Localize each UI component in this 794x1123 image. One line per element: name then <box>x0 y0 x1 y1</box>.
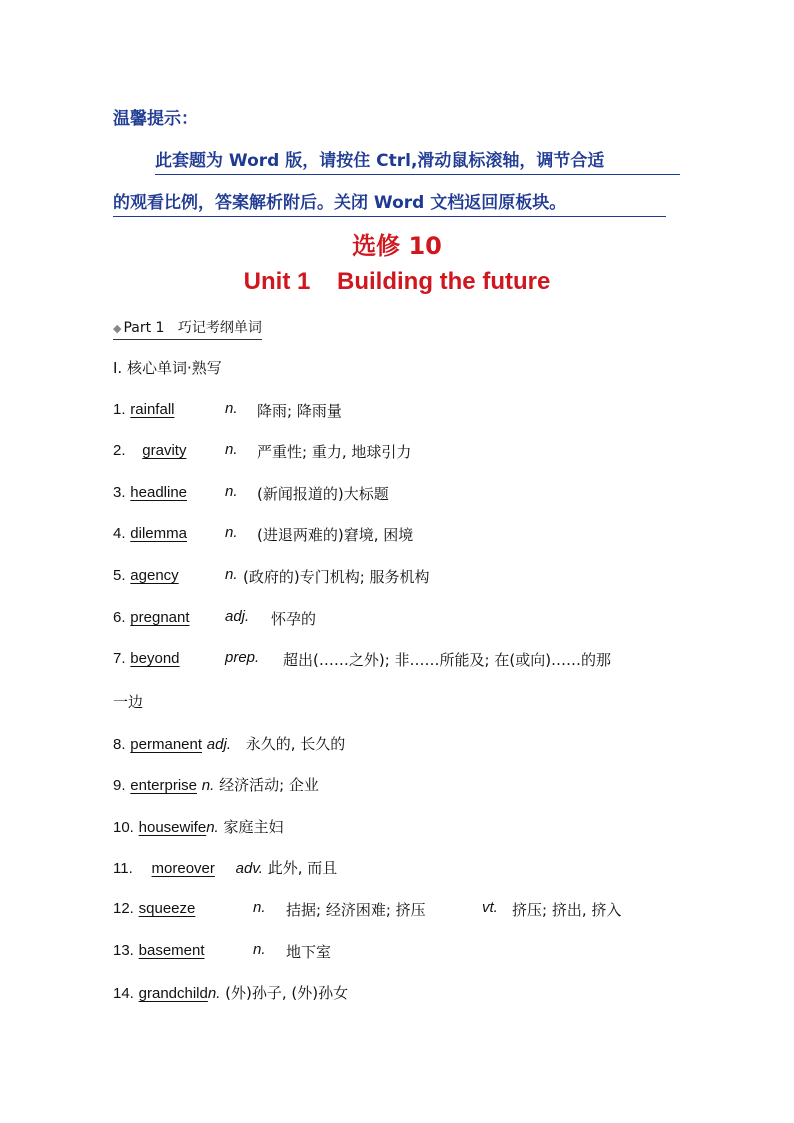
vocab-num: 11. <box>113 860 133 877</box>
vocab-meaning: (进退两难的)窘境, 困境 <box>257 526 414 544</box>
vocab-num: 3. <box>113 484 126 501</box>
vocab-word: squeeze <box>138 900 196 917</box>
vocab-num: 5. <box>113 567 126 584</box>
vocab-word: dilemma <box>130 525 187 542</box>
vocab-num: 12. <box>113 900 134 917</box>
vocab-word: agency <box>130 567 179 584</box>
vocab-word: enterprise <box>130 777 197 794</box>
vocab-word: gravity <box>142 442 187 459</box>
vocab-meaning: (新闻报道的)大标题 <box>257 485 389 503</box>
vocab-row-3 <box>113 483 389 503</box>
vocab-row-1 <box>113 400 342 420</box>
vocab-word: moreover <box>151 860 215 877</box>
vocab-pos: n. <box>253 941 266 958</box>
vocab-pos: n. <box>225 566 238 583</box>
vocab-num: 9. <box>113 777 126 794</box>
vocab-pos: n. <box>201 777 215 794</box>
vocab-row-9 <box>113 774 319 795</box>
vocab-row-4 <box>113 524 414 544</box>
vocab-meaning: (外)孙子, (外)孙女 <box>225 984 349 1002</box>
vocab-meaning: 超出(……之外); 非……所能及; 在(或向)……的那 <box>283 651 612 669</box>
vocab-row-11 <box>113 857 337 878</box>
vocab-row-12 <box>113 899 622 919</box>
vocab-word: grandchild <box>138 985 208 1002</box>
vocab-pos: adj. <box>206 736 231 753</box>
unit-title <box>0 268 794 296</box>
vocab-row-6 <box>113 608 317 628</box>
vocab-row-5 <box>113 566 430 586</box>
vocab-meaning: 怀孕的 <box>271 610 317 628</box>
tip-line-2: 的观看比例，答案解析附后。关闭 Word 文档返回原板块。 <box>113 188 666 217</box>
vocab-meaning: 此外, 而且 <box>267 859 338 877</box>
vocab-num: 2. <box>113 442 126 459</box>
vocab-row-7-cont: 一边 <box>113 693 144 711</box>
vocab-meaning: 家庭主妇 <box>223 818 284 836</box>
vocab-num: 14. <box>113 985 134 1002</box>
vocab-num: 1. <box>113 401 126 418</box>
vocab-row-7 <box>113 649 612 669</box>
vocab-row-13 <box>113 941 332 961</box>
vocab-num: 8. <box>113 736 126 753</box>
vocab-word: headline <box>130 484 188 501</box>
vocab-row-2 <box>113 441 412 461</box>
vocab-pos: adv. <box>235 860 263 877</box>
vocab-meaning-2: 挤压; 挤出, 挤入 <box>512 901 622 919</box>
vocab-pos: adj. <box>225 608 250 625</box>
vocab-meaning: 拮据; 经济困难; 挤压 <box>286 901 426 919</box>
vocab-num: 7. <box>113 650 126 667</box>
vocab-row-14 <box>113 982 348 1003</box>
vocab-meaning: 地下室 <box>286 943 332 961</box>
vocab-pos: n. <box>225 441 238 458</box>
tip-line-1: 此套题为 Word 版，请按住 Ctrl,滑动鼠标滚轴，调节合适 <box>155 146 680 175</box>
tip-heading: 温馨提示： <box>113 109 198 129</box>
vocab-meaning: 经济活动; 企业 <box>219 776 319 794</box>
vocab-meaning: 降雨; 降雨量 <box>257 402 342 420</box>
vocab-word: pregnant <box>130 609 190 626</box>
vocab-word: rainfall <box>130 401 175 418</box>
vocab-pos-2: vt. <box>482 899 498 916</box>
vocab-pos: n. <box>225 483 238 500</box>
vocab-pos: prep. <box>225 649 260 666</box>
part-label <box>113 317 262 340</box>
vocab-pos: n. <box>253 899 266 916</box>
unit-title-text: Unit 1 Building the future <box>243 268 551 295</box>
vocab-meaning: 永久的, 长久的 <box>245 735 346 753</box>
vocab-num: 6. <box>113 609 126 626</box>
vocab-num: 13. <box>113 942 134 959</box>
vocab-pos: n. <box>225 524 238 541</box>
vocab-num: 10. <box>113 819 134 836</box>
vocab-pos: n. <box>207 985 221 1002</box>
vocab-word: basement <box>138 942 205 959</box>
vocab-pos: n. <box>206 819 219 836</box>
vocab-num: 4. <box>113 525 126 542</box>
vocab-meaning: 严重性; 重力, 地球引力 <box>257 443 412 461</box>
section-heading: Ⅰ. 核心单词·熟写 <box>113 359 222 377</box>
vocab-row-8 <box>113 733 345 754</box>
vocab-word: beyond <box>130 650 180 667</box>
module-title: 选修 10 <box>352 232 442 260</box>
vocab-word: housewife <box>138 819 207 836</box>
diamond-icon: ◆ <box>113 322 122 335</box>
vocab-row-10 <box>113 816 284 837</box>
part-label-text: Part 1 巧记考纲单词 <box>123 320 262 336</box>
vocab-meaning: (政府的)专门机构; 服务机构 <box>243 568 430 586</box>
vocab-pos: n. <box>225 400 238 417</box>
vocab-word: permanent <box>130 736 203 753</box>
